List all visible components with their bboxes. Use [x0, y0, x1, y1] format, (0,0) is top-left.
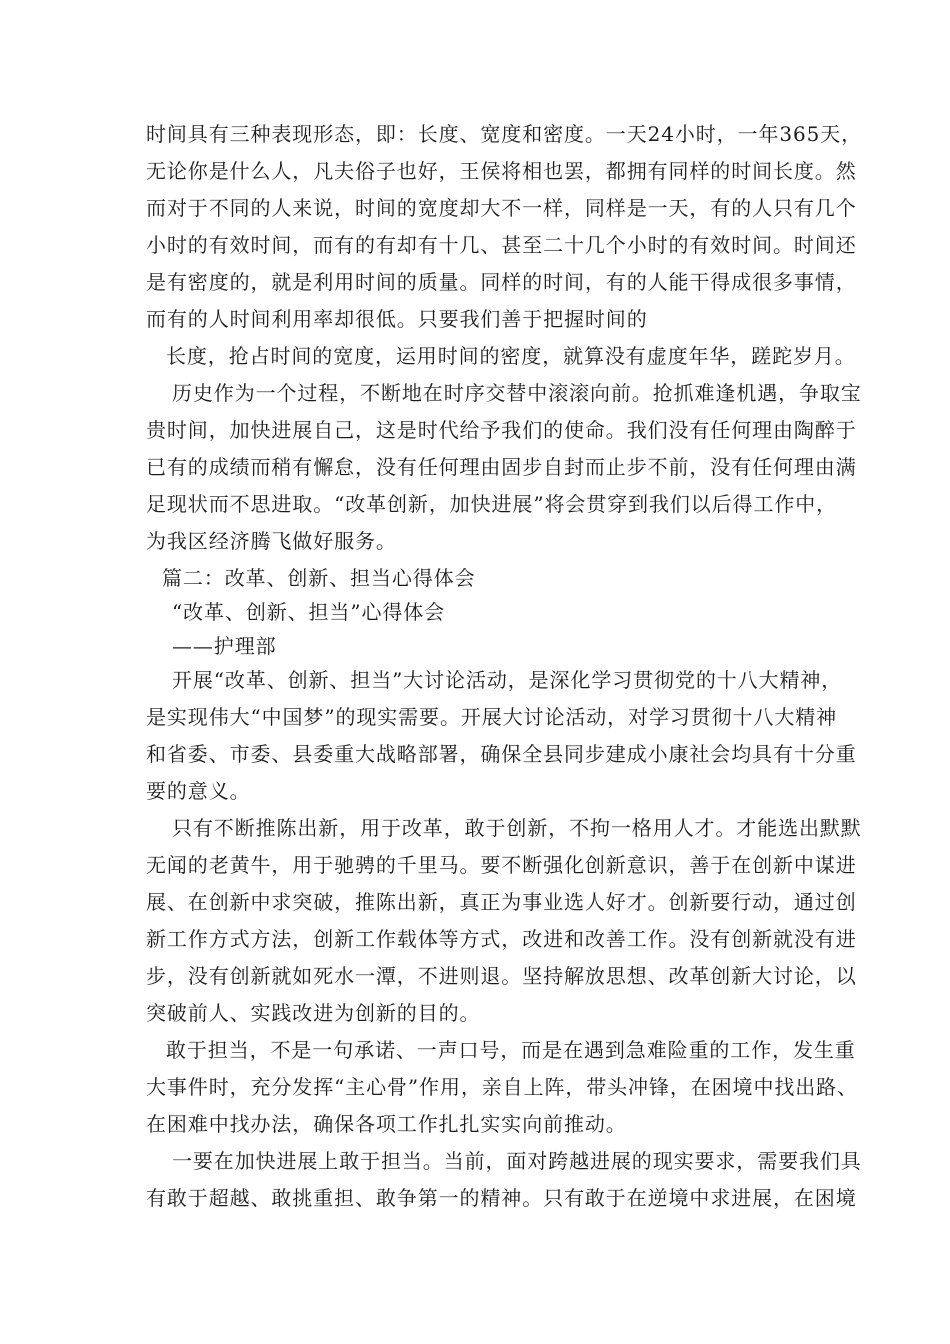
text-line: 在困难中找办法，确保各项工作扎扎实实向前推动。	[146, 1112, 627, 1136]
text-line: 而对于不同的人来说，时间的宽度却大不一样，同样是一天，有的人只有几个	[146, 196, 857, 220]
text-line: 历史作为一个过程，不断地在时序交替中滚滚向前。抢抓难逢机遇，争取宝	[172, 381, 862, 405]
text-line: 是实现伟大“中国梦”的现实需要。开展大讨论活动，对学习贯彻十八大精神	[146, 705, 838, 729]
article-title: “改革、创新、担当”心得体会	[172, 600, 446, 624]
text-line: 一要在加快进展上敢于担当。当前，面对跨越进展的现实要求，需要我们具	[172, 1149, 862, 1173]
text-line: 有敢于超越、敢挑重担、敢争第一的精神。只有敢于在逆境中求进展，在困境	[146, 1186, 857, 1210]
text-line: 突破前人、实践改进为创新的目的。	[146, 1001, 481, 1025]
text-line: 为我区经济腾飞做好服务。	[146, 529, 397, 553]
text-line: 只有不断推陈出新，用于改革，敢于创新，不拘一格用人才。才能选出默默	[172, 816, 862, 840]
text-line: 和省委、市委、县委重大战略部署，确保全县同步建成小康社会均具有十分重	[146, 742, 857, 766]
text-line: 要的意义。	[146, 779, 251, 803]
section-heading: 篇二：改革、创新、担当心得体会	[162, 566, 476, 590]
text-line: 大事件时，充分发挥“主心骨”作用，亲自上阵，带头冲锋，在困境中找出路、	[146, 1075, 858, 1099]
text-line: 时间具有三种表现形态，即：长度、宽度和密度。一天24小时，一年365天，	[146, 122, 863, 146]
article-author: ——护理部	[172, 634, 277, 658]
text-line: 开展“改革、创新、担当”大讨论活动，是深化学习贯彻党的十八大精神，	[172, 668, 843, 692]
text-line: 新工作方式方法，创新工作载体等方式，改进和改善工作。没有创新就没有进	[146, 927, 857, 951]
text-line: 小时的有效时间，而有的有却有十几、甚至二十几个小时的有效时间。时间还	[146, 233, 857, 257]
text-line: 是有密度的，就是利用时间的质量。同样的时间，有的人能干得成很多事情，	[146, 270, 857, 294]
text-line: 敢于担当，不是一句承诺、一声口号，而是在遇到急难险重的工作，发生重	[166, 1038, 856, 1062]
text-line: 足现状而不思进取。“改革创新，加快进展”将会贯穿到我们以后得工作中，	[146, 492, 838, 516]
text-line: 而有的人时间利用率却很低。只要我们善于把握时间的	[146, 307, 648, 331]
text-line: 无闻的老黄牛，用于驰骋的千里马。要不断强化创新意识，善于在创新中谋进	[146, 853, 857, 877]
text-line: 贵时间，加快进展自己，这是时代给予我们的使命。我们没有任何理由陶醉于	[146, 418, 857, 442]
text-line: 展、在创新中求突破，推陈出新，真正为事业选人好才。创新要行动，通过创	[146, 890, 857, 914]
text-line: 无论你是什么人，凡夫俗子也好，王侯将相也罢，都拥有同样的时间长度。然	[146, 159, 857, 183]
text-line: 步，没有创新就如死水一潭，不进则退。坚持解放思想、改革创新大讨论，以	[146, 964, 857, 988]
text-line: 长度，抢占时间的宽度，运用时间的密度，就算没有虚度年华，蹉跎岁月。	[166, 344, 856, 368]
text-line: 已有的成绩而稍有懈怠，没有任何理由固步自封而止步不前，没有任何理由满	[146, 455, 857, 479]
